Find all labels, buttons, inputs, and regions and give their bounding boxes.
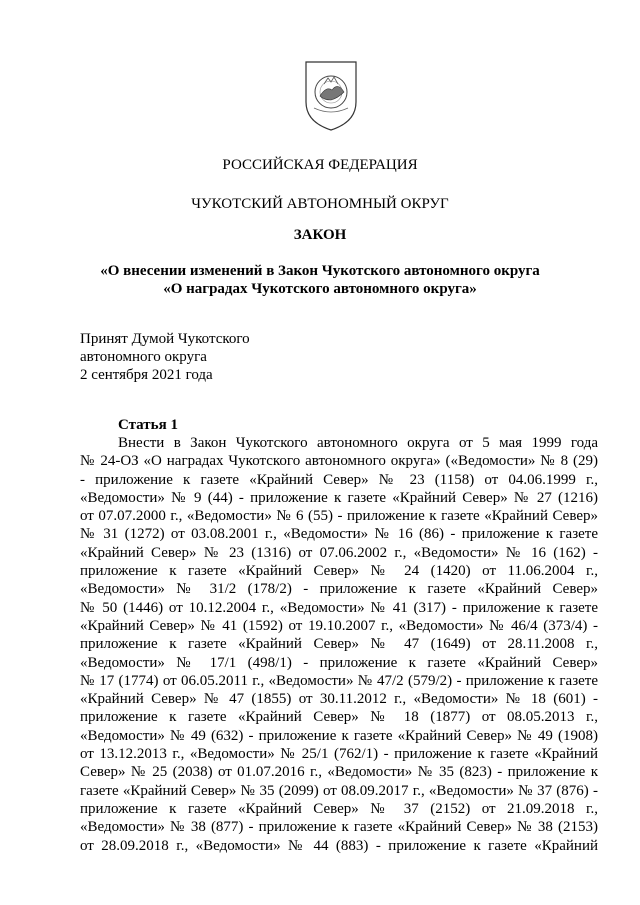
article-body	[80, 434, 598, 855]
article-text-line: «Ведомости» № 38 (877) - приложение к газете «Крайний Север» № 38 (2153)	[80, 819, 598, 836]
adoption-note	[80, 330, 250, 384]
article-text-line: от 13.12.2013 г., «Ведомости» № 25/1 (762/1) - приложение к газете «Крайний	[80, 746, 598, 763]
law-title	[0, 262, 640, 298]
article-text-line: приложение к газете «Крайний Север» № 18 (1877) от 08.05.2013 г.,	[80, 709, 598, 726]
document-type-heading: ЗАКОН	[293, 227, 347, 243]
adoption-date: 2 сентября 2021 года	[80, 367, 213, 383]
article-text-line: «Ведомости» № 31/2 (178/2) - приложение к газете «Крайний Север»	[80, 581, 598, 598]
article-text-line: от 07.07.2000 г., «Ведомости» № 6 (55) - приложение к газете «Крайний Север»	[80, 508, 598, 525]
article-text-line: № 17 (1774) от 06.05.2011 г., «Ведомости» № 47/2 (579/2) - приложение к газете	[80, 672, 598, 689]
region-heading: ЧУКОТСКИЙ АВТОНОМНЫЙ ОКРУГ	[191, 196, 449, 212]
article-text-line: Север» № 25 (2038) от 01.07.2016 г., «Ведомости» № 35 (823) - приложение к	[80, 764, 598, 781]
adoption-line-1: Принят Думой Чукотского	[80, 331, 250, 347]
article-text-line: № 50 (1446) от 10.12.2004 г., «Ведомости» № 41 (317) - приложение к газете	[80, 599, 598, 616]
article-text-line: приложение к газете «Крайний Север» № 47 (1649) от 28.11.2008 г.,	[80, 636, 598, 653]
article-text-line: № 31 (1272) от 03.08.2001 г., «Ведомости» № 16 (86) - приложение к газете	[80, 526, 598, 543]
article-text-line: «Ведомости» № 9 (44) - приложение к газете «Крайний Север» № 27 (1216)	[80, 489, 598, 506]
coat-of-arms-emblem	[302, 58, 360, 132]
article-text-line: «Крайний Север» № 47 (1855) от 30.11.2012 г., «Ведомости» № 18 (601) -	[80, 691, 598, 708]
article-text-line: № 24-ОЗ «О наградах Чукотского автономного округа» («Ведомости» № 8 (29)	[80, 453, 598, 470]
adoption-line-2: автономного округа	[80, 349, 207, 365]
article-text-line: - приложение к газете «Крайний Север» № 23 (1158) от 04.06.1999 г.,	[80, 471, 598, 488]
law-title-line-2: «О наградах Чукотского автономного округа»	[163, 281, 477, 297]
article-text-line: от 28.09.2018 г., «Ведомости» № 44 (883) - приложение к газете «Крайний	[80, 837, 598, 854]
article-text-line: «Крайний Север» № 41 (1592) от 19.10.2007 г., «Ведомости» № 46/4 (373/4) -	[80, 617, 598, 634]
article-text-line: «Ведомости» № 17/1 (498/1) - приложение к газете «Крайний Север»	[80, 654, 598, 671]
law-title-line-1: «О внесении изменений в Закон Чукотского автономного округа	[100, 263, 540, 279]
article-text-line: приложение к газете «Крайний Север» № 24 (1420) от 11.06.2004 г.,	[80, 563, 598, 580]
article-text-line: «Ведомости» № 49 (632) - приложение к газете «Крайний Север» № 49 (1908)	[80, 727, 598, 744]
article-text-line: газете «Крайний Север» № 35 (2099) от 08.09.2017 г., «Ведомости» № 37 (876) -	[80, 782, 598, 799]
article-text-line: Внести в Закон Чукотского автономного округа от 5 мая 1999 года	[118, 435, 598, 451]
country-heading: РОССИЙСКАЯ ФЕДЕРАЦИЯ	[222, 157, 418, 173]
article-title: Статья 1	[118, 417, 178, 433]
article-text-line: «Крайний Север» № 23 (1316) от 07.06.2002 г., «Ведомости» № 16 (162) -	[80, 544, 598, 561]
article-text-line: приложение к газете «Крайний Север» № 37 (2152) от 21.09.2018 г.,	[80, 800, 598, 817]
